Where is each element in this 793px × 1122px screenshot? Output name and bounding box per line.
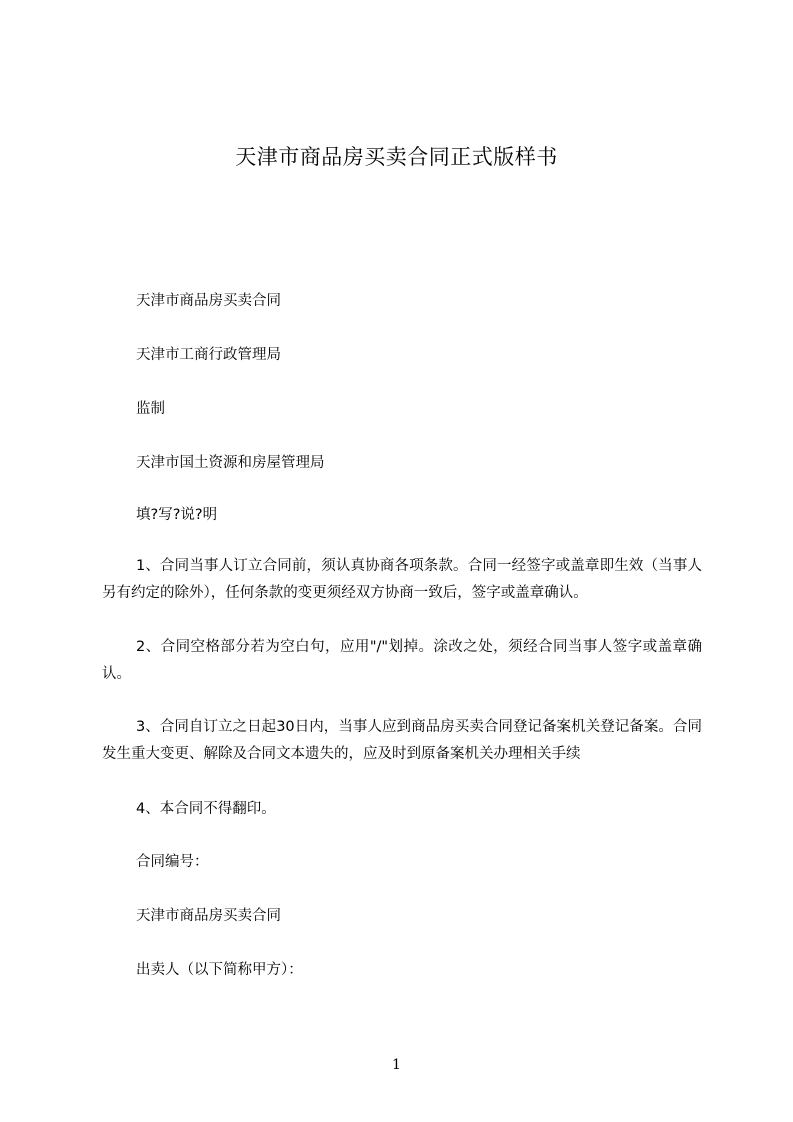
document-title: 天津市商品房买卖合同正式版样书 [235,145,558,169]
land-housing-bureau-line: 天津市国土资源和房屋管理局 [136,455,325,471]
page-number: 1 [392,1057,401,1073]
instruction-item-4: 4、本合同不得翻印。 [136,801,276,817]
contract-number-label: 合同编号： [136,854,209,870]
instruction-paragraph-3: 3、合同自订立之日起30日内，当事人应到商品房买卖合同登记备案机关登记备案。合同发生重大变更、解除及合同文本遗失的，应及时到原备案机关办理相关手续 [102,719,702,762]
supervision-line: 监制 [136,401,165,417]
instruction-paragraph-1: 1、合同当事人订立合同前，须认真协商各项条款。合同一经签字或盖章即生效（当事人另有约定的除外），任何条款的变更须经双方协商一致后，签字或盖章确认。 [102,558,702,601]
instruction-paragraph-2: 2、合同空格部分若为空白句，应用"/"划掉。涂改之处，须经合同当事人签字或盖章确认。 [102,639,702,682]
instructions-heading: 填?写?说?明 [136,507,218,523]
contract-title-line: 天津市商品房买卖合同 [136,908,281,924]
contract-name-line: 天津市商品房买卖合同 [136,293,281,309]
issuer-bureau-line: 天津市工商行政管理局 [136,347,281,363]
seller-label: 出卖人（以下简称甲方）： [136,962,303,978]
